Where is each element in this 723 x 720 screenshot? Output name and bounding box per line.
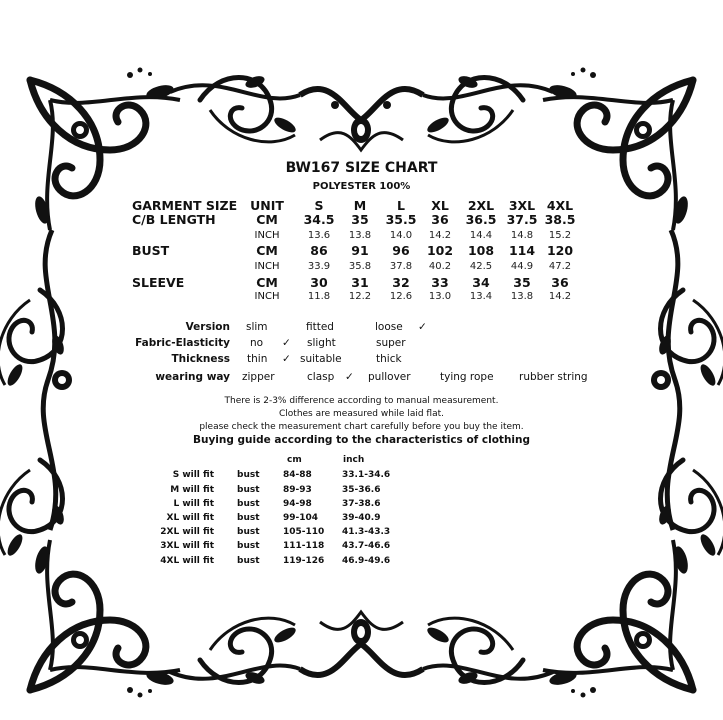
table-cell: 33.9 — [307, 261, 331, 272]
header-unit: UNIT — [250, 198, 284, 213]
option-rubber-string: rubber string — [519, 371, 588, 383]
guide-label: XL will fit — [166, 513, 214, 523]
guide-cm: 105-110 — [283, 527, 325, 537]
table-cell: 120 — [546, 243, 574, 258]
property-label: Version — [185, 321, 230, 333]
guide-inch: 39-40.9 — [342, 513, 381, 523]
table-cell: 102 — [426, 243, 454, 258]
table-cell: 12.6 — [389, 291, 413, 302]
size-header: L — [397, 198, 405, 213]
table-cell: 114 — [508, 243, 536, 258]
option-tying-rope: tying rope — [440, 371, 494, 383]
size-header: XL — [431, 198, 449, 213]
table-cell: 37.5 — [506, 212, 538, 227]
table-cell: 13.8 — [510, 291, 534, 302]
row-unit: INCH — [254, 230, 280, 241]
option-clasp: clasp — [307, 371, 335, 383]
table-cell: 13.6 — [307, 230, 331, 241]
table-cell: 11.8 — [307, 291, 331, 302]
property-label: Thickness — [171, 353, 230, 365]
guide-part: bust — [237, 485, 260, 495]
row-unit: CM — [256, 243, 278, 258]
table-cell: 86 — [310, 243, 328, 258]
table-cell: 91 — [351, 243, 369, 258]
guide-cm: 119-126 — [283, 556, 325, 566]
property-wearing-way — [0, 371, 723, 386]
check-icon: ✓ — [418, 321, 427, 333]
guide-part: bust — [237, 470, 260, 480]
property-label: wearing way — [155, 371, 230, 383]
table-cell: 34.5 — [303, 212, 335, 227]
guide-label: 2XL will fit — [160, 527, 214, 537]
table-row — [0, 499, 723, 514]
table-cell: 40.2 — [428, 261, 452, 272]
table-row — [0, 275, 723, 290]
table-cell: 13.0 — [428, 291, 452, 302]
guide-cm: 111-118 — [283, 541, 325, 551]
table-cell: 36 — [551, 275, 569, 290]
row-unit: INCH — [254, 261, 280, 272]
table-cell: 36 — [431, 212, 449, 227]
table-row — [0, 261, 723, 276]
bottom-center-ornament — [300, 612, 423, 675]
guide-label: 4XL will fit — [160, 556, 214, 566]
table-row — [0, 212, 723, 227]
guide-part: bust — [237, 527, 260, 537]
property-thickness — [0, 353, 723, 368]
guide-col-inch: inch — [343, 455, 365, 465]
table-cell: 33 — [431, 275, 449, 290]
property-version — [0, 321, 723, 336]
row-unit: CM — [256, 212, 278, 227]
property-label: Fabric-Elasticity — [135, 337, 230, 349]
guide-label: L will fit — [173, 499, 214, 509]
table-cell: 14.0 — [389, 230, 413, 241]
table-row — [0, 485, 723, 500]
table-cell: 32 — [392, 275, 410, 290]
size-table-header — [0, 198, 723, 213]
row-label: BUST — [132, 243, 170, 258]
guide-inch: 35-36.6 — [342, 485, 381, 495]
table-cell: 37.8 — [389, 261, 413, 272]
guide-label: M will fit — [170, 485, 214, 495]
table-cell: 12.2 — [348, 291, 372, 302]
table-cell: 13.4 — [469, 291, 493, 302]
property-fabric-elasticity — [0, 337, 723, 352]
option-no: no — [250, 337, 264, 349]
guide-inch: 43.7-46.6 — [342, 541, 391, 551]
top-center-ornament — [300, 89, 423, 150]
table-row — [0, 243, 723, 258]
header-label: GARMENT SIZE — [132, 198, 238, 213]
table-cell: 31 — [351, 275, 369, 290]
check-icon: ✓ — [282, 337, 291, 349]
size-header: 2XL — [467, 198, 495, 213]
table-row — [0, 513, 723, 528]
guide-col-cm: cm — [287, 455, 302, 465]
guide-header — [0, 455, 723, 470]
table-cell: 44.9 — [510, 261, 534, 272]
guide-part: bust — [237, 541, 260, 551]
guide-part: bust — [237, 556, 260, 566]
option-thick: thick — [376, 353, 402, 365]
option-slim: slim — [246, 321, 268, 333]
row-label: C/B LENGTH — [132, 212, 216, 227]
table-cell: 14.2 — [428, 230, 452, 241]
row-label: SLEEVE — [132, 275, 185, 290]
table-cell: 42.5 — [469, 261, 493, 272]
option-suitable: suitable — [300, 353, 342, 365]
option-super: super — [376, 337, 406, 349]
guide-cm: 94-98 — [283, 499, 312, 509]
table-cell: 14.2 — [548, 291, 572, 302]
option-pullover: pullover — [368, 371, 411, 383]
guide-label: S will fit — [172, 470, 214, 480]
page-title: BW167 SIZE CHART — [285, 160, 438, 176]
option-zipper: zipper — [242, 371, 275, 383]
table-cell: 108 — [467, 243, 495, 258]
guide-label: 3XL will fit — [160, 541, 214, 551]
table-row — [0, 291, 723, 306]
table-cell: 96 — [392, 243, 410, 258]
size-header: S — [314, 198, 324, 213]
table-cell: 36.5 — [465, 212, 497, 227]
table-cell: 14.8 — [510, 230, 534, 241]
table-cell: 15.2 — [548, 230, 572, 241]
guide-cm: 99-104 — [283, 513, 319, 523]
note-check-chart: please check the measurement chart carefully before you buy the item. — [199, 422, 524, 432]
table-cell: 30 — [310, 275, 328, 290]
option-loose: loose — [375, 321, 403, 333]
guide-inch: 46.9-49.6 — [342, 556, 391, 566]
check-icon: ✓ — [282, 353, 291, 365]
option-fitted: fitted — [306, 321, 334, 333]
table-cell: 35.5 — [385, 212, 417, 227]
note-laid-flat: Clothes are measured while laid flat. — [279, 409, 444, 419]
size-header: 4XL — [546, 198, 574, 213]
material-subtitle: POLYESTER 100% — [312, 181, 411, 192]
option-thin: thin — [247, 353, 268, 365]
table-cell: 47.2 — [548, 261, 572, 272]
buying-guide-title: Buying guide according to the characteristics of clothing — [192, 434, 531, 446]
row-unit: INCH — [254, 291, 280, 302]
guide-cm: 84-88 — [283, 470, 312, 480]
guide-inch: 33.1-34.6 — [342, 470, 391, 480]
row-unit: CM — [256, 275, 278, 290]
table-cell: 13.8 — [348, 230, 372, 241]
table-cell: 35 — [351, 212, 369, 227]
table-row — [0, 470, 723, 485]
guide-part: bust — [237, 513, 260, 523]
guide-inch: 41.3-43.3 — [342, 527, 391, 537]
check-icon: ✓ — [345, 371, 354, 383]
option-slight: slight — [307, 337, 336, 349]
guide-part: bust — [237, 499, 260, 509]
table-cell: 34 — [472, 275, 490, 290]
size-header: M — [353, 198, 367, 213]
table-cell: 35 — [513, 275, 531, 290]
guide-inch: 37-38.6 — [342, 499, 381, 509]
size-header: 3XL — [508, 198, 536, 213]
table-row — [0, 541, 723, 556]
guide-cm: 89-93 — [283, 485, 312, 495]
note-measurement-difference: There is 2-3% difference according to manual measurement. — [224, 396, 499, 406]
table-row — [0, 556, 723, 571]
table-row — [0, 527, 723, 542]
table-cell: 35.8 — [348, 261, 372, 272]
table-cell: 14.4 — [469, 230, 493, 241]
table-cell: 38.5 — [544, 212, 576, 227]
